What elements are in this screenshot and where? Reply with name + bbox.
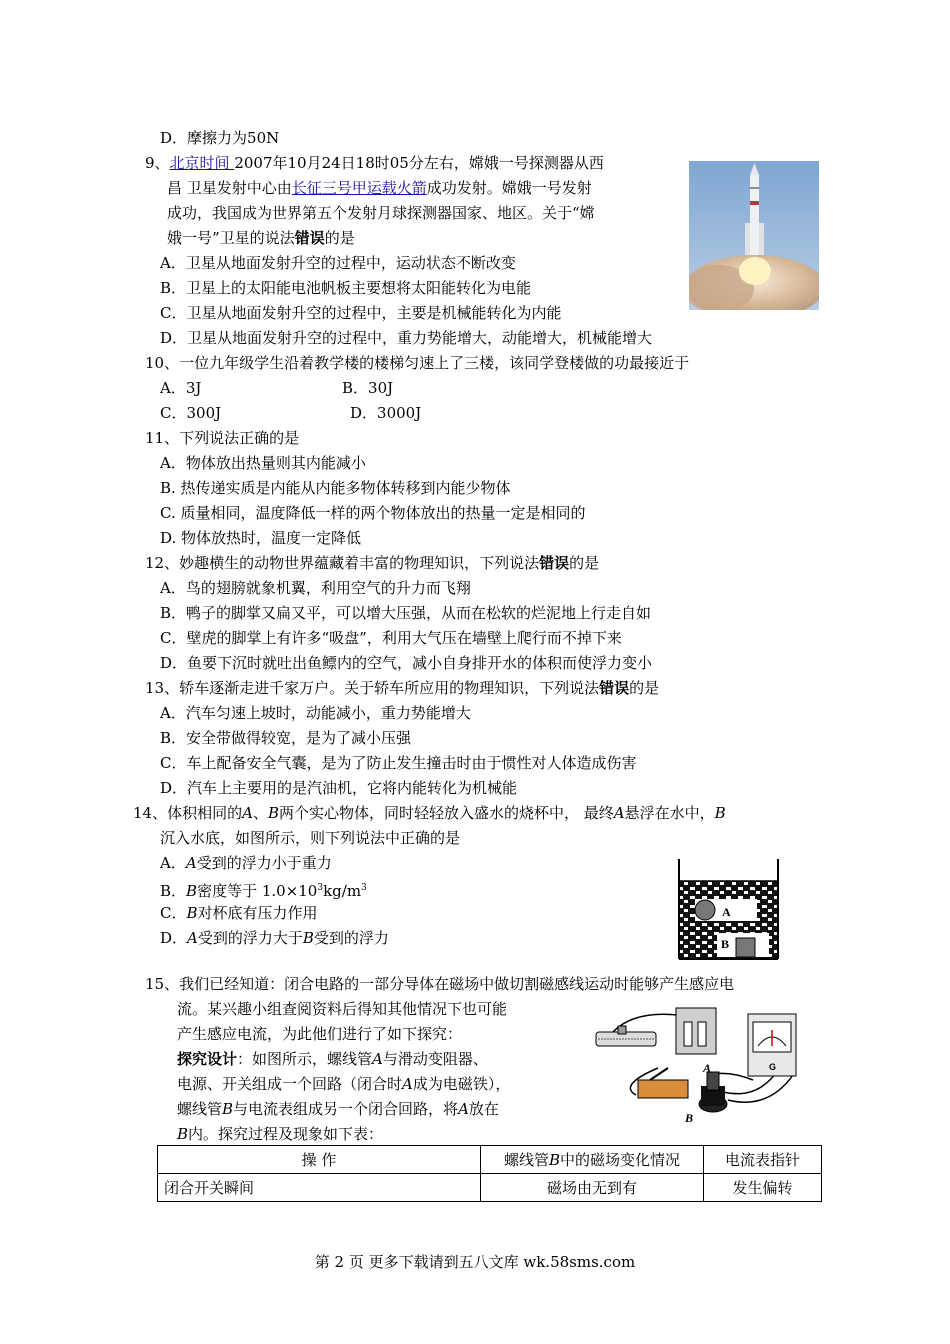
circuit-figure <box>588 1000 800 1128</box>
q8-option-d: D．摩擦力为50N <box>160 129 280 147</box>
page-footer: 第 2 页 更多下载请到五八文库 wk.58sms.com <box>314 1253 636 1271</box>
q11-option-c: C. 质量相同，温度降低一样的两个物体放出的热量一定是相同的 <box>160 504 586 522</box>
results-table <box>157 1145 822 1202</box>
q12-stem: 12、妙趣横生的动物世界蕴藏着丰富的物理知识，下列说法错误的是 <box>145 554 600 572</box>
q10-option-d: D．3000J <box>350 404 422 422</box>
q13-option-a: A．汽车匀速上坡时，动能减小，重力势能增大 <box>160 704 471 722</box>
q15-line2: 流。某兴趣小组查阅资料后得知其他情况下也可能 <box>177 1000 508 1018</box>
table-row <box>158 1174 822 1202</box>
q9-option-c: C．卫星从地面发射升空的过程中，主要是机械能转化为内能 <box>160 304 562 322</box>
table-header-needle: 电流表指针 <box>704 1146 822 1174</box>
q11-stem: 11、下列说法正确的是 <box>145 429 300 447</box>
q12-option-b: B．鸭子的脚掌又扁又平，可以增大压强，从而在松软的烂泥地上行走自如 <box>160 604 652 622</box>
q10-stem: 10、一位九年级学生沿着教学楼的楼梯匀速上了三楼，该同学登楼做的功最接近于 <box>145 354 690 372</box>
table-header-row <box>158 1146 822 1174</box>
q12-option-a: A．鸟的翅膀就象机翼，利用空气的升力而飞翔 <box>160 579 471 597</box>
fig-label-a: A <box>722 905 731 919</box>
q9-option-b: B．卫星上的太阳能电池帆板主要想将太阳能转化为电能 <box>160 279 532 297</box>
q15-line5: 电源、开关组成一个回路（闭合时A成为电磁铁）， <box>177 1075 511 1093</box>
circuit-label-b: B <box>685 1111 694 1125</box>
q15-line3: 产生感应电流，为此他们进行了如下探究： <box>177 1025 463 1043</box>
q9-line3: 成功，我国成为世界第五个发射月球探测器国家、地区。关于“嫦 <box>167 204 595 222</box>
q13-option-c: C．车上配备安全气囊，是为了防止发生撞击时由于惯性对人体造成伤害 <box>160 754 637 772</box>
q10-option-a: A．3J <box>160 379 202 397</box>
q10-option-c: C．300J <box>160 404 222 422</box>
q9-option-a: A．卫星从地面发射升空的过程中，运动状态不断改变 <box>160 254 516 272</box>
circuit-label-a: A <box>703 1061 712 1075</box>
q15-line4: 探究设计：如图所示，螺线管A与滑动变阻器、 <box>177 1050 488 1068</box>
table-header-operation: 操 作 <box>158 1146 481 1174</box>
q11-option-b: B. 热传递实质是内能从内能多物体转移到内能少物体 <box>160 479 511 497</box>
q14-option-d: D．A受到的浮力大于B受到的浮力 <box>160 929 389 947</box>
q11-option-d: D. 物体放热时，温度一定降低 <box>160 529 362 547</box>
table-cell-field-change: 磁场由无到有 <box>481 1174 704 1202</box>
q9-line4: 娥一号”卫星的说法错误的是 <box>167 229 355 247</box>
q11-option-a: A．物体放出热量则其内能减小 <box>160 454 366 472</box>
link-long-march-rocket[interactable]: 长征三号甲运载火箭 <box>291 179 427 197</box>
q14-line1: 14、体积相同的A、B两个实心物体，同时轻轻放入盛水的烧杯中， 最终A悬浮在水中，B <box>133 804 726 822</box>
beaker-figure <box>677 859 781 960</box>
q15-line7: B内。探究过程及现象如下表： <box>177 1125 384 1143</box>
q12-option-d: D．鱼要下沉时就吐出鱼鳔内的空气，减小自身排开水的体积而使浮力变小 <box>160 654 653 672</box>
q13-stem: 13、轿车逐渐走进千家万户。关于轿车所应用的物理知识，下列说法错误的是 <box>145 679 660 697</box>
q14-option-c: C．B对杯底有压力作用 <box>160 904 318 922</box>
q14-line2: 沉入水底，如图所示，则下列说法中正确的是 <box>160 829 461 847</box>
q12-option-c: C．壁虎的脚掌上有许多“吸盘”，利用大气压在墙壁上爬行而不掉下来 <box>160 629 622 647</box>
q14-option-a: A．A受到的浮力小于重力 <box>160 854 332 872</box>
q15-line1: 15、我们已经知道：闭合电路的一部分导体在磁场中做切割磁感线运动时能够产生感应电 <box>145 975 735 993</box>
table-cell-operation: 闭合开关瞬间 <box>158 1174 481 1202</box>
fig-label-b: B <box>721 937 730 951</box>
q13-option-b: B．安全带做得较宽，是为了减小压强 <box>160 729 412 747</box>
table-cell-needle: 发生偏转 <box>704 1174 822 1202</box>
q9-line2: 昌 卫星发射中心由长征三号甲运载火箭成功发射。嫦娥一号发射 <box>167 179 592 197</box>
q9-line1: 9、北京时间 2007年10月24日18时05分左右，嫦娥一号探测器从西 <box>145 154 604 172</box>
q10-option-b: B．30J <box>342 379 394 397</box>
q14-option-b: B．B密度等于 $1.0\times 10^3kg/m^3$ <box>160 882 367 900</box>
table-header-field-change: 螺线管B中的磁场变化情况 <box>481 1146 704 1174</box>
galvanometer-label: G <box>769 1062 777 1072</box>
q13-option-d: D．汽车上主要用的是汽油机，它将内能转化为机械能 <box>160 779 518 797</box>
rocket-launch-image <box>689 161 819 310</box>
q9-option-d: D．卫星从地面发射升空的过程中，重力势能增大，动能增大，机械能增大 <box>160 329 653 347</box>
q15-line6: 螺线管B与电流表组成另一个闭合回路，将A放在 <box>177 1100 499 1118</box>
link-beijing-time[interactable]: 北京时间 <box>169 154 235 172</box>
